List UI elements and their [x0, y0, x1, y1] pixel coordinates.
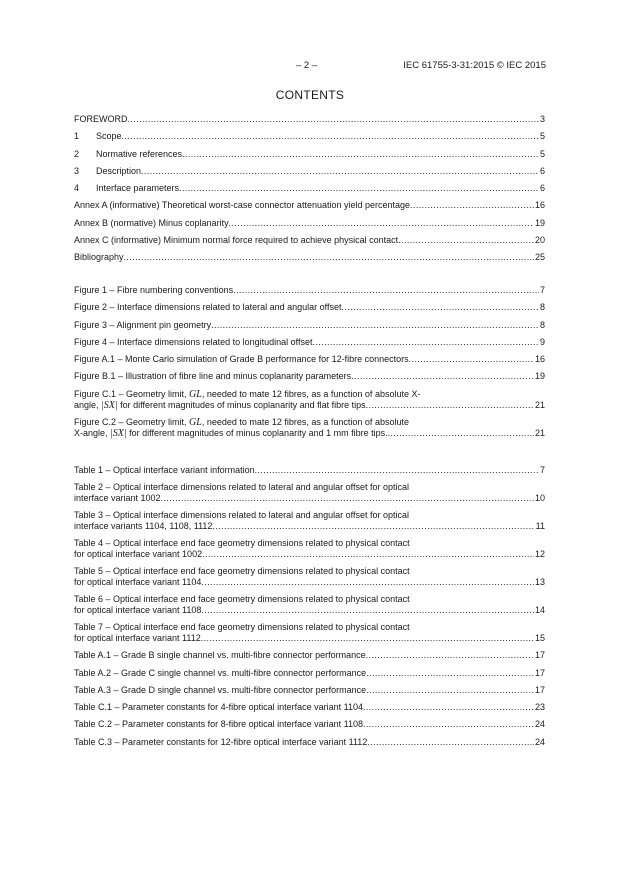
toc-entry-table-5[interactable]: Table 5 – Optical interface end face geometry dimensions related to physical contact for optical interface variant 1104 ..... 13 — [74, 566, 545, 588]
toc-figures — [74, 285, 545, 445]
toc-entry-figure-a1[interactable]: Figure A.1 – Monte Carlo simulation of Grade B performance for 12-fibre connectors ..... 16 — [74, 354, 545, 365]
document-reference: IEC 61755-3-31:2015 © IEC 2015 — [403, 60, 546, 71]
toc-entry-table-2[interactable]: Table 2 – Optical interface dimensions related to lateral and angular offset for optical interface variant 1002 ..... 10 — [74, 482, 545, 504]
toc-entry-table-7[interactable]: Table 7 – Optical interface end face geometry dimensions related to physical contact for optical interface variant 1112 ..... 15 — [74, 622, 545, 644]
toc-entry-table-c2[interactable]: Table C.2 – Parameter constants for 8-fibre optical interface variant 1108 ..... 24 — [74, 719, 545, 730]
toc-entry-annex-a[interactable]: Annex A (informative) Theoretical worst-case connector attenuation yield percentage ..... 16 — [74, 200, 545, 211]
gl-symbol: GL — [189, 388, 202, 400]
toc-sections — [74, 114, 545, 270]
toc-entry-bibliography[interactable]: Bibliography ..... 25 — [74, 252, 545, 263]
toc-entry-table-c3[interactable]: Table C.3 – Parameter constants for 12-fibre optical interface variant 1112 ..... 24 — [74, 737, 545, 748]
toc-entry-figure-4[interactable]: Figure 4 – Interface dimensions related to longitudinal offset ..... 9 — [74, 337, 545, 348]
toc-entry-table-a2[interactable]: Table A.2 – Grade C single channel vs. multi-fibre connector performance ..... 17 — [74, 668, 545, 679]
contents-title: CONTENTS — [275, 88, 345, 102]
toc-entry-annex-c[interactable]: Annex C (informative) Minimum normal force required to achieve physical contact ..... 20 — [74, 235, 545, 246]
toc-entry-figure-3[interactable]: Figure 3 – Alignment pin geometry ..... 8 — [74, 320, 545, 331]
toc-entry-table-a1[interactable]: Table A.1 – Grade B single channel vs. multi-fibre connector performance ..... 17 — [74, 650, 545, 661]
toc-entry-table-6[interactable]: Table 6 – Optical interface end face geometry dimensions related to physical contact for optical interface variant 1108 ..... 14 — [74, 594, 545, 616]
toc-entry-normative-references[interactable]: 2 Normative references ..... 5 — [74, 149, 545, 160]
toc-entry-figure-b1[interactable]: Figure B.1 – Illustration of fibre line and minus coplanarity parameters ..... 19 — [74, 371, 545, 382]
toc-entry-figure-2[interactable]: Figure 2 – Interface dimensions related to lateral and angular offset ..... 8 — [74, 302, 545, 313]
toc-entry-table-a3[interactable]: Table A.3 – Grade D single channel vs. multi-fibre connector performance ..... 17 — [74, 685, 545, 696]
sx-symbol: |SX| — [110, 427, 127, 439]
gl-symbol: GL — [189, 416, 202, 428]
toc-entry-figure-c1[interactable]: Figure C.1 – Geometry limit, GL, needed to mate 12 fibres, as a function of absolute X- angle, |SX| for different magnitudes of minus coplanarity and flat fibre tips ..... 21 — [74, 389, 545, 411]
sx-symbol: |SX| — [101, 399, 118, 411]
toc-entry-description[interactable]: 3 Description ..... 6 — [74, 166, 545, 177]
toc-tables — [74, 465, 545, 754]
page-header — [0, 60, 620, 74]
toc-entry-table-c1[interactable]: Table C.1 – Parameter constants for 4-fibre optical interface variant 1104 ..... 23 — [74, 702, 545, 713]
toc-entry-figure-c2[interactable]: Figure C.2 – Geometry limit, GL, needed to mate 12 fibres, as a function of absolute X-angle, |SX| for different magnitudes of minus coplanarity and 1 mm fibre tips. ..... 21 — [74, 417, 545, 439]
toc-entry-table-3[interactable]: Table 3 – Optical interface dimensions related to lateral and angular offset for optical interface variants 1104, 1108, 1112 ..... 11 — [74, 510, 545, 532]
toc-entry-foreword[interactable]: FOREWORD ..... 3 — [74, 114, 545, 125]
toc-entry-table-1[interactable]: Table 1 – Optical interface variant information ..... 7 — [74, 465, 545, 476]
toc-entry-figure-1[interactable]: Figure 1 – Fibre numbering conventions ..... 7 — [74, 285, 545, 296]
toc-entry-scope[interactable]: 1 Scope ..... 5 — [74, 131, 545, 142]
toc-entry-interface-parameters[interactable]: 4 Interface parameters ..... 6 — [74, 183, 545, 194]
toc-entry-table-4[interactable]: Table 4 – Optical interface end face geometry dimensions related to physical contact for optical interface variant 1002 ..... 12 — [74, 538, 545, 560]
page-number: – 2 – — [296, 60, 318, 71]
toc-entry-annex-b[interactable]: Annex B (normative) Minus coplanarity ..... 19 — [74, 218, 545, 229]
